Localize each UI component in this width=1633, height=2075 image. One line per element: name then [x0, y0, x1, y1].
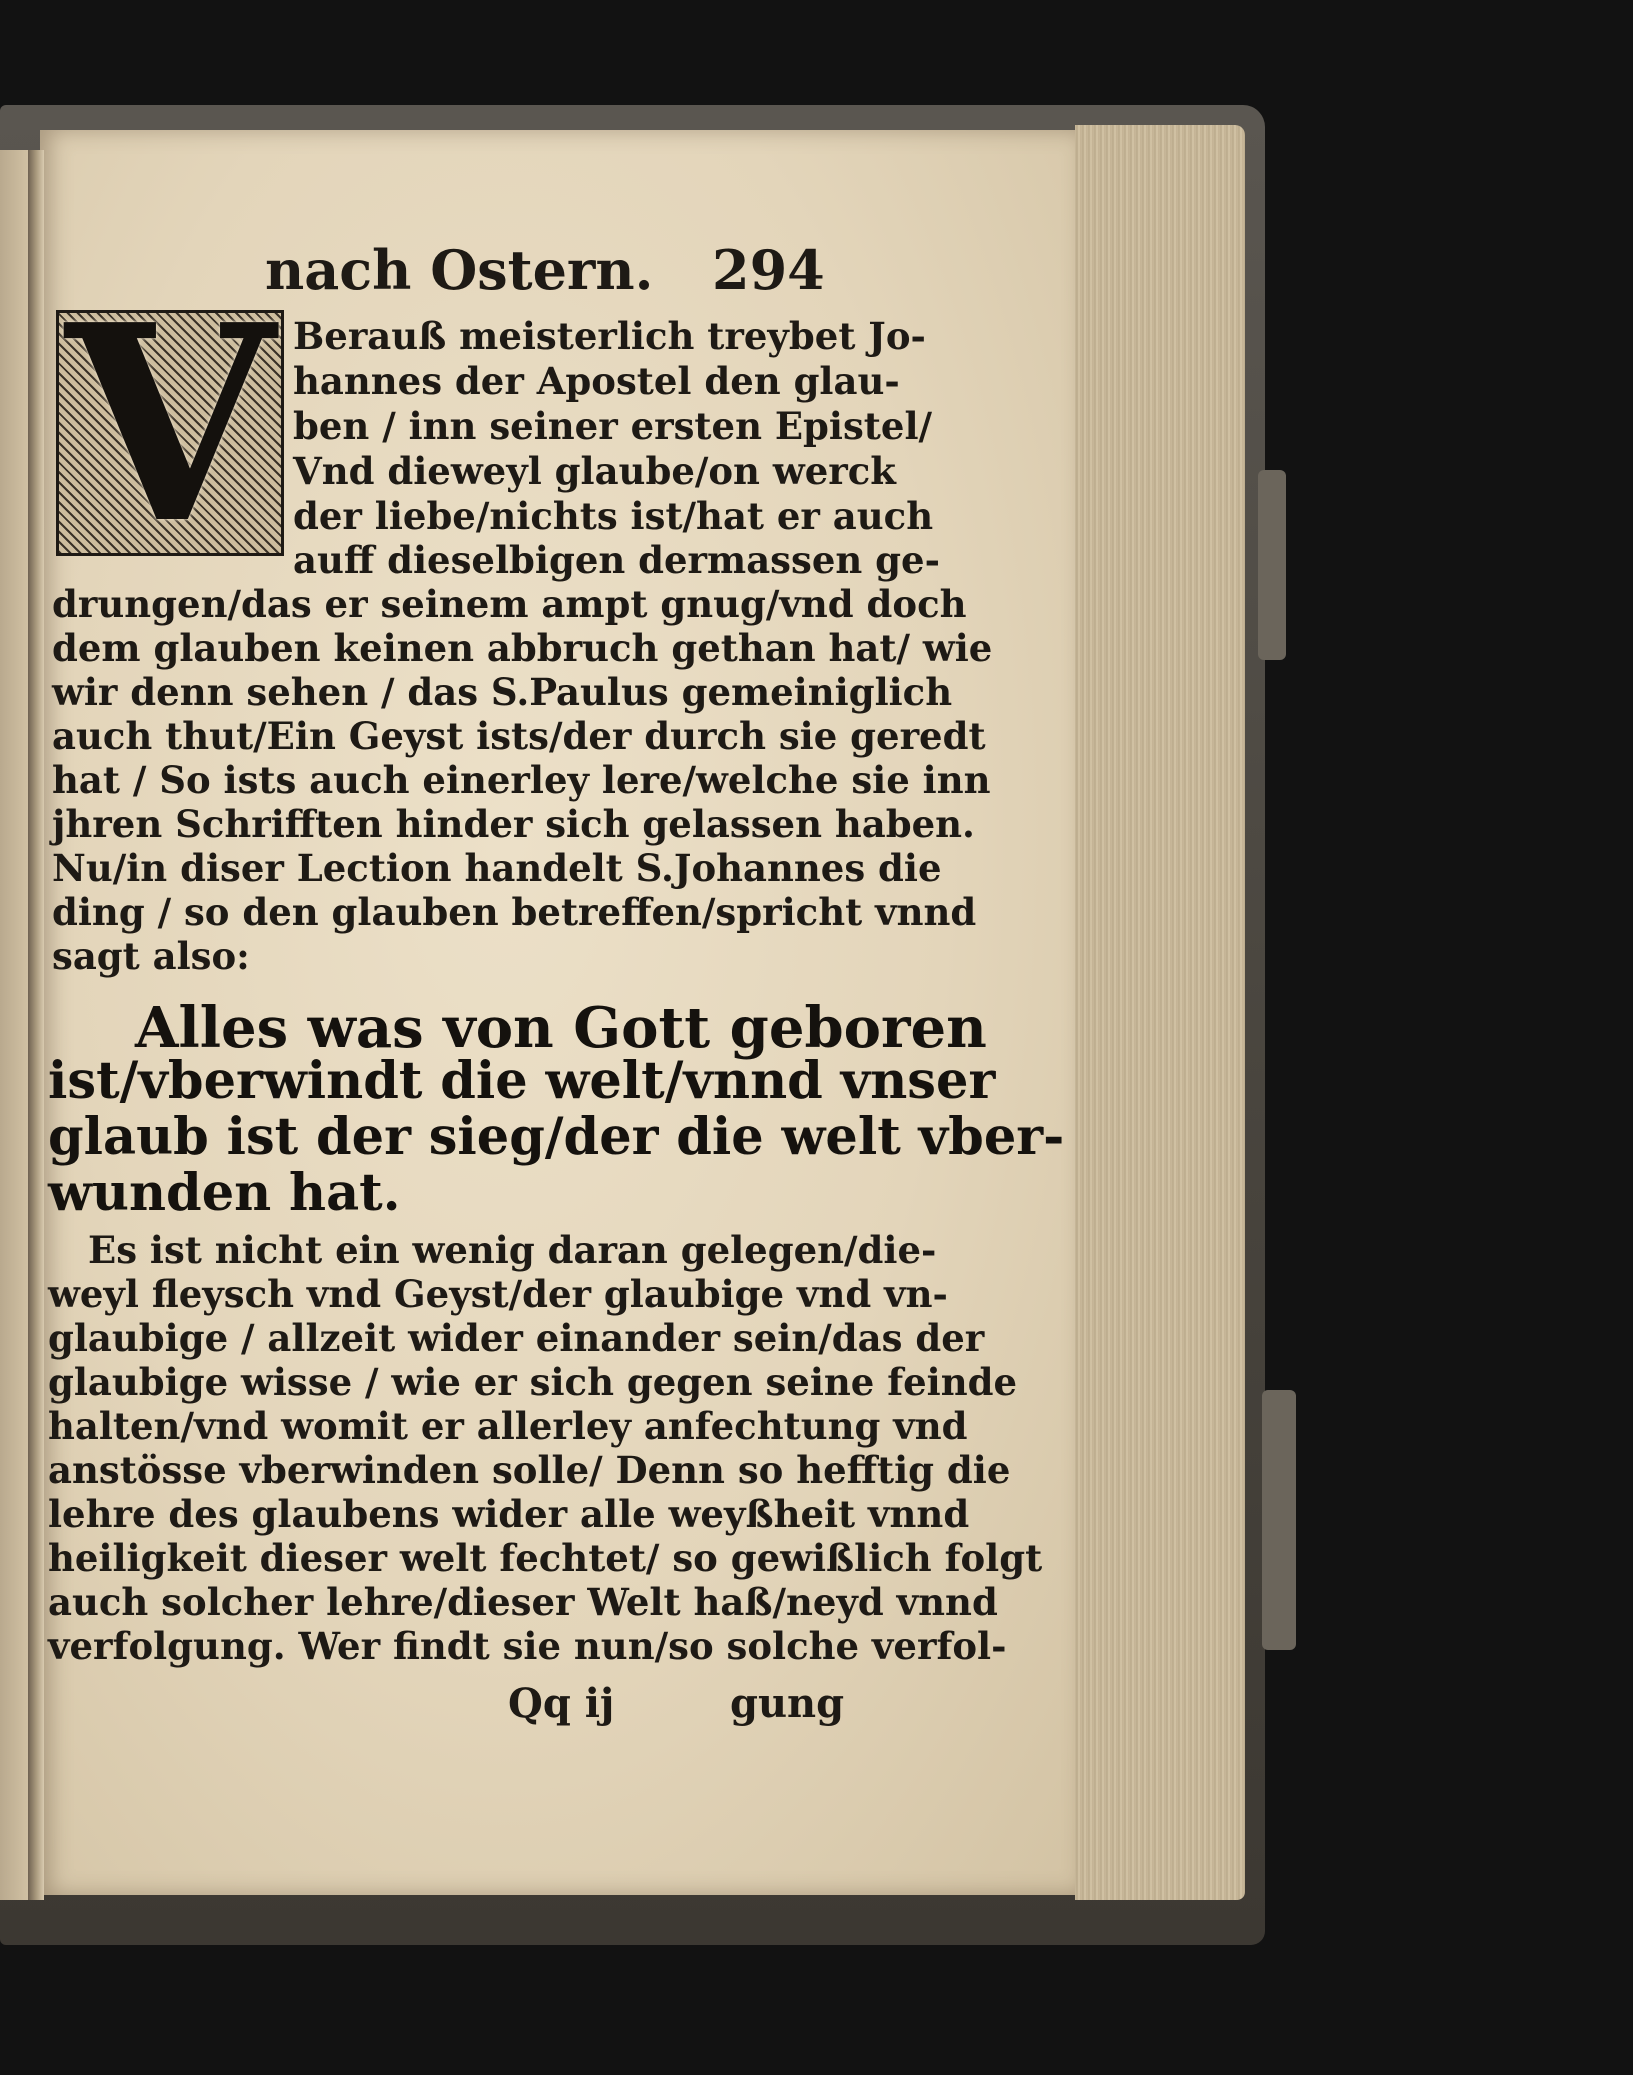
text-line: ding / so den glauben betreffen/spricht vnnd	[52, 890, 977, 934]
catchword: gung	[730, 1680, 845, 1727]
text-line: dem glauben keinen abbruch gethan hat/ wie	[52, 626, 993, 670]
quote-line: Alles was von Gott geboren	[135, 995, 987, 1061]
quote-line: wunden hat.	[48, 1163, 401, 1223]
page-number: 294	[712, 238, 825, 302]
text-line: sagt also:	[52, 934, 250, 978]
decorated-initial	[56, 310, 284, 556]
page-tab	[1262, 1390, 1296, 1650]
text-line: hat / So ists auch einerley lere/welche sie inn	[52, 758, 991, 802]
page-edges	[1075, 125, 1245, 1900]
text-line: hannes der Apostel den glau-	[293, 359, 900, 403]
text-line: halten/vnd womit er allerley anfechtung vnd	[48, 1404, 968, 1448]
page-gutter	[28, 150, 44, 1900]
running-title: nach Ostern.	[265, 238, 654, 302]
text-line: drungen/das er seinem ampt gnug/vnd doch	[52, 582, 967, 626]
text-line: wir denn sehen / das S.Paulus gemeiniglich	[52, 670, 953, 714]
text-line: verfolgung. Wer findt sie nun/so solche verfol-	[48, 1624, 1007, 1668]
text-line: glaubige / allzeit wider einander sein/das der	[48, 1316, 985, 1360]
text-line: jhren Schrifften hinder sich gelassen haben.	[52, 802, 975, 846]
quote-line: ist/vberwindt die welt/vnnd vnser	[48, 1051, 996, 1111]
text-line: Berauß meisterlich treybet Jo-	[293, 314, 926, 358]
text-line: Vnd dieweyl glaube/on werck	[293, 449, 896, 493]
text-line: auch solcher lehre/dieser Welt haß/neyd vnnd	[48, 1580, 998, 1624]
text-line: Es ist nicht ein wenig daran gelegen/die-	[88, 1228, 937, 1272]
text-line: weyl fleysch vnd Geyst/der glaubige vnd vn-	[48, 1272, 948, 1316]
text-line: anstösse vberwinden solle/ Denn so hefftig die	[48, 1448, 1011, 1492]
initial-letter: V	[65, 310, 275, 556]
text-line: auff dieselbigen dermassen ge-	[293, 538, 940, 582]
text-line: lehre des glaubens wider alle weyßheit vnnd	[48, 1492, 970, 1536]
quote-line: glaub ist der sieg/der die welt vber-	[48, 1107, 1065, 1167]
text-line: heiligkeit dieser welt fechtet/ so gewißlich folgt	[48, 1536, 1043, 1580]
text-line: der liebe/nichts ist/hat er auch	[293, 494, 934, 538]
text-line: Nu/in diser Lection handelt S.Johannes die	[52, 846, 942, 890]
text-line: ben / inn seiner ersten Epistel/	[293, 404, 933, 448]
signature-mark: Qq ij	[508, 1680, 615, 1727]
page-tab	[1258, 470, 1286, 660]
text-line: auch thut/Ein Geyst ists/der durch sie geredt	[52, 714, 986, 758]
text-line: glaubige wisse / wie er sich gegen seine feinde	[48, 1360, 1018, 1404]
